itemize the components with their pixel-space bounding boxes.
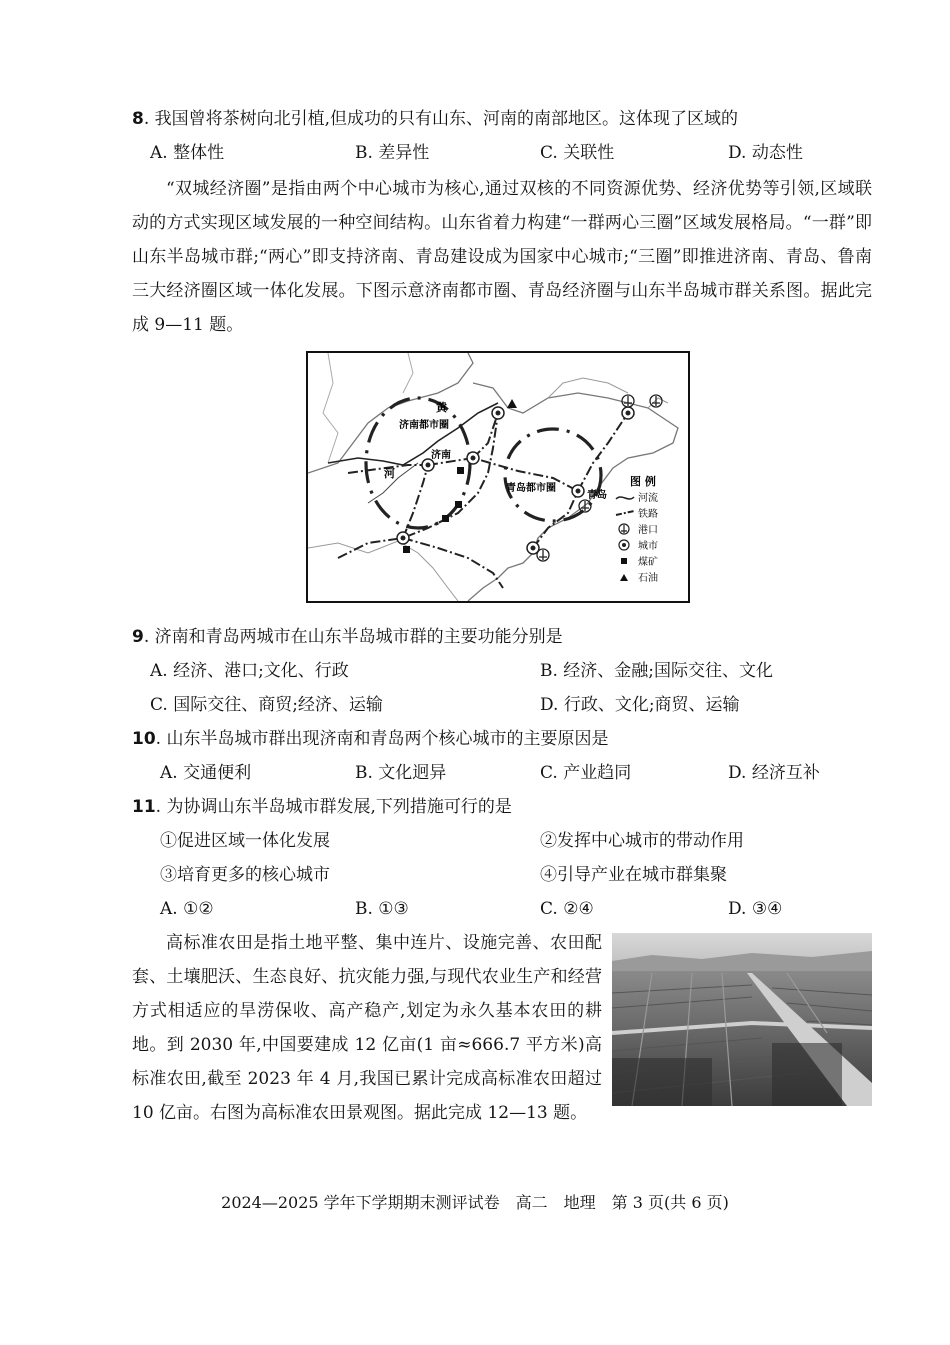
farmland-landscape-image [612, 933, 872, 1106]
label-huang: 黄 [436, 401, 447, 414]
legend-coal-symbol [621, 558, 627, 564]
city-icon [492, 407, 504, 419]
q11-item-3: ③培育更多的核心城市 [160, 865, 330, 885]
question-8-stem [132, 108, 738, 130]
legend-title: 图 例 [630, 475, 656, 488]
q8-option-c[interactable]: C. 关联性 [540, 143, 615, 163]
map-figure [308, 353, 688, 601]
province-border [308, 541, 458, 601]
question-number: 8 [132, 109, 144, 129]
legend-railway-symbol [616, 511, 634, 515]
label-he: 河 [384, 467, 395, 480]
q11-item-4: ④引导产业在城市群集聚 [540, 865, 727, 885]
q9-option-d[interactable]: D. 行政、文化;商贸、运输 [540, 695, 740, 715]
q10-option-b[interactable]: B. 文化迥异 [355, 763, 447, 783]
q8-option-a[interactable]: A. 整体性 [150, 143, 225, 163]
question-number: 9 [132, 627, 144, 647]
q11-option-b[interactable]: B. ①③ [355, 899, 409, 919]
port-icon [622, 395, 634, 407]
port-icon [537, 549, 549, 561]
q11-item-1: ①促进区域一体化发展 [160, 831, 330, 851]
port-icon [579, 500, 591, 512]
question-text: . 为协调山东半岛城市群发展,下列措施可行的是 [155, 797, 512, 817]
coal-mine-icon [403, 546, 410, 553]
question-10-stem [132, 728, 608, 750]
q10-option-d[interactable]: D. 经济互补 [728, 763, 820, 783]
q9-option-c[interactable]: C. 国际交往、商贸;经济、运输 [150, 695, 383, 715]
legend-river: 河流 [638, 493, 658, 504]
q11-option-d[interactable]: D. ③④ [728, 899, 783, 919]
coal-mine-icon [457, 467, 464, 474]
legend-city-symbol [619, 540, 629, 550]
shandong-city-cluster-map [306, 351, 690, 603]
farmland-photo [612, 933, 872, 1106]
city-icon [622, 407, 634, 419]
coal-mine-icon [442, 515, 449, 522]
legend-port: 港口 [638, 525, 658, 536]
question-text: . 山东半岛城市群出现济南和青岛两个核心城市的主要原因是 [155, 729, 609, 749]
question-number: 11 [132, 797, 156, 817]
city-icon [397, 532, 409, 544]
question-text: . 我国曾将茶树向北引植,但成功的只有山东、河南的南部地区。这体现了区域的 [143, 109, 739, 129]
q8-option-b[interactable]: B. 差异性 [355, 143, 430, 163]
map-legend [616, 474, 658, 584]
question-11-stem [132, 796, 512, 818]
label-jinan: 济南 [431, 450, 451, 461]
label-qingdao: 青岛 [587, 490, 607, 501]
legend-railway: 铁路 [638, 509, 658, 520]
legend-city: 城市 [638, 541, 658, 552]
q9-option-a[interactable]: A. 经济、港口;文化、行政 [150, 661, 349, 681]
legend-port-symbol [619, 524, 629, 534]
passage-twin-city-economic-circle: “双城经济圈”是指由两个中心城市为核心,通过双核的不同资源优势、经济优势等引领,区域联动的方式实现区域发展的一种空间结构。山东省着力构建“一群两心三圈”区域发展格局。“一群”即山东半岛城市群;“两心”即支持济南、青岛建设成为国家中心城市;“三圈”即推进济南、青岛、鲁南三大经济圈区域一体化发展。下图示意济南都市圈、青岛经济圈与山东半岛城市群关系图。据此完成 9—11 题。 [132, 179, 872, 335]
page-footer: 2024—2025 学年下学期期末测评试卷 高二 地理 第 3 页(共 6 页) [221, 1193, 729, 1212]
question-number: 10 [132, 729, 156, 749]
q10-option-c[interactable]: C. 产业趋同 [540, 763, 632, 783]
passage-high-standard-farmland: 高标准农田是指土地平整、集中连片、设施完善、农田配套、土壤肥沃、生态良好、抗灾能力强,与现代农业生产和经营方式相适应的旱涝保收、高产稳产,划定为永久基本农田的耕地。到 2030 年,中国要建成 12 亿亩(1 亩≈666.7 平方米)高标准农田,截至 2023 年 4 月,我国已累计完成高标准农田超过 10 亿亩。右图为高标准农田景观图。据此完成 12—13 题。 [132, 933, 602, 1123]
city-icon [467, 452, 479, 464]
port-icon [650, 395, 662, 407]
legend-oil-symbol [620, 574, 628, 581]
q11-item-2: ②发挥中心城市的带动作用 [540, 831, 744, 851]
city-icon [572, 485, 584, 497]
q8-option-d[interactable]: D. 动态性 [728, 143, 803, 163]
legend-river-symbol [616, 497, 634, 499]
question-text: . 济南和青岛两城市在山东半岛城市群的主要功能分别是 [143, 627, 563, 647]
oil-icon [507, 399, 517, 408]
q11-option-a[interactable]: A. ①② [160, 899, 214, 919]
legend-coal: 煤矿 [638, 557, 658, 568]
q10-option-a[interactable]: A. 交通便利 [160, 763, 252, 783]
label-qingdao-circle: 青岛都市圈 [506, 483, 556, 494]
legend-oil: 石油 [638, 573, 658, 584]
question-9-stem [132, 626, 563, 648]
q11-option-c[interactable]: C. ②④ [540, 899, 594, 919]
west-border [323, 353, 413, 463]
label-jinan-circle: 济南都市圈 [399, 420, 449, 431]
q9-option-b[interactable]: B. 经济、金融;国际交往、文化 [540, 661, 774, 681]
coal-mine-icon [455, 501, 462, 508]
